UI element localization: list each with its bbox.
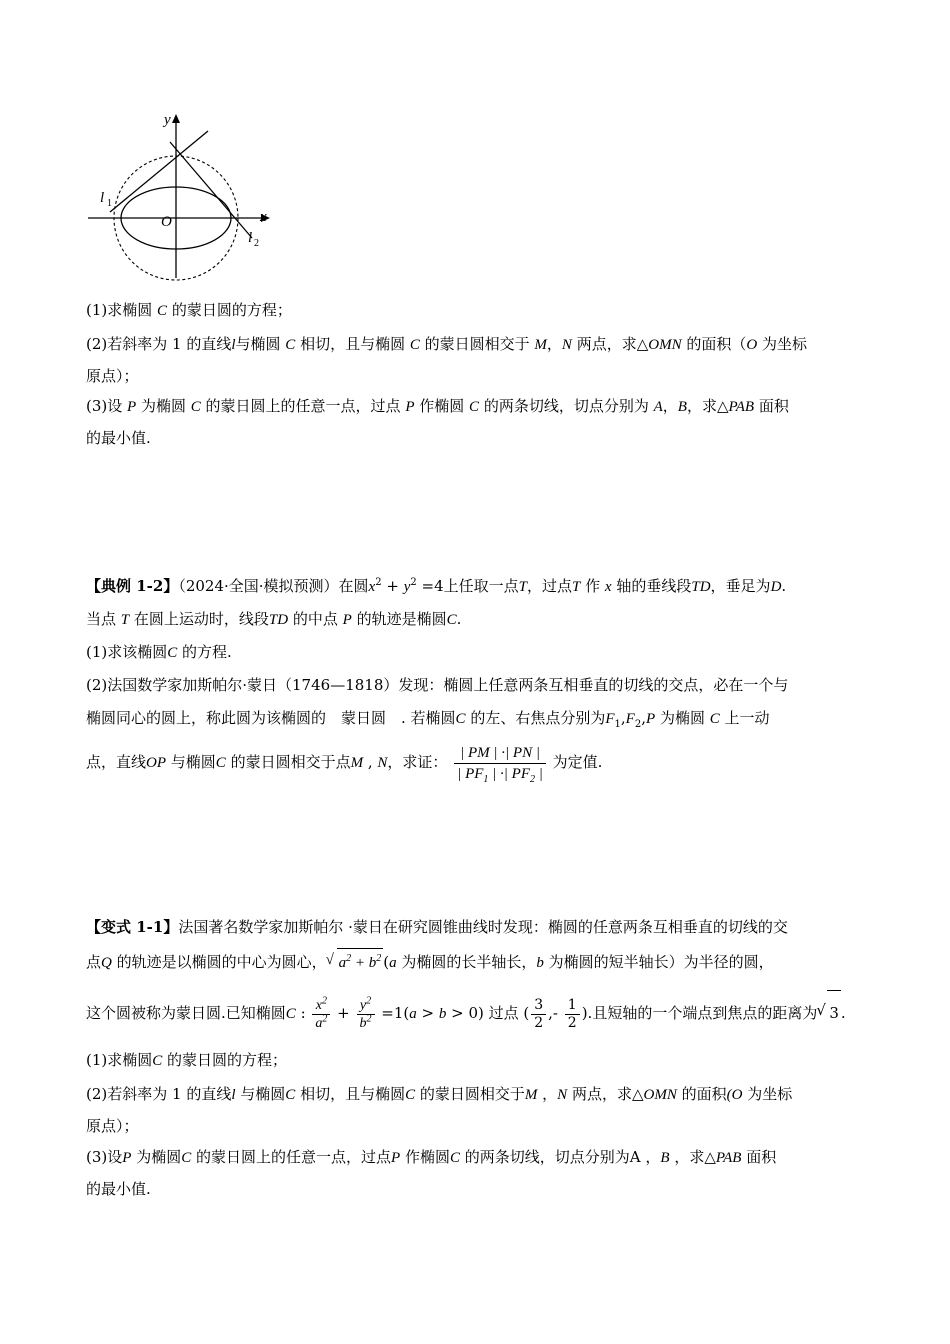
q1-part2-cont: 原点）； — [86, 367, 139, 385]
q1-part3: (3)设 P 为椭圆 C 的蒙日圆上的任意一点，过点 P 作椭圆 C 的两条切线，切点分别为 A，B，求△PAB 面积 — [86, 397, 789, 415]
variation-1-1-part2: (2)若斜率为 1 的直线l 与椭圆C 相切，且与椭圆C 的蒙日圆相交于M ，N 两点，求△OMN 的面积(O 为坐标 — [86, 1085, 793, 1103]
fraction-x2-a2: $\frac{x^2}{a^2}$ — [312, 997, 330, 1032]
l1-subscript: 1 — [107, 198, 112, 209]
tangent-line-l1 — [110, 131, 208, 212]
tangent-line-l2 — [170, 142, 252, 238]
example-1-2-line2: 当点 T 在圆上运动时，线段TD 的中点 P 的轨迹是椭圆C. — [86, 610, 462, 628]
q1-part2: (2)若斜率为 1 的直线l与椭圆 C 相切，且与椭圆 C 的蒙日圆相交于 M，N 两点，求△OMN 的面积（O 为坐标 — [86, 335, 807, 353]
variation-1-1-part2-cont: 原点）； — [86, 1117, 139, 1135]
variation-1-1-line2: 点Q 的轨迹是以椭圆的中心为圆心，√ $a^2 + b^2$ (a 为椭圆的长半轴长，b 为椭圆的短半轴长）为半径的圆， — [86, 948, 870, 977]
variation-1-1-line3: 这个圆被称为蒙日圆.已知椭圆C : $\frac{x^2}{a^2}$ + $\frac{y^2}{b^2}$ =1(a > b > 0) 过点 ( $\frac{3}{2}$ ,- $\frac{1}{2}$ ).且短轴的一个端点到焦点的距离为√ 3 . — [86, 990, 870, 1036]
l2-subscript: 2 — [254, 238, 259, 249]
variation-1-1-part3-cont: 的最小值. — [86, 1180, 151, 1198]
example-1-2-tag: 【典例 1-2】 — [86, 577, 179, 595]
l1-label: l — [100, 190, 105, 206]
example-1-2-part2-line2: 椭圆同心的圆上，称此圆为该椭圆的 蒙日圆 . 若椭圆C 的左、右焦点分别为$F_1,F_2,P$ 为椭圆 C 上一动 — [86, 709, 770, 730]
origin-label: O — [161, 214, 172, 230]
variation-1-1-line1: 【变式 1-1】法国著名数学家加斯帕尔 ·蒙日在研究圆锥曲线时发现：椭圆的任意两条互相垂直的切线的交 — [86, 918, 788, 936]
variation-1-1-tag: 【变式 1-1】 — [86, 918, 179, 936]
example-1-2-part2: (2)法国数学家加斯帕尔·蒙日（1746—1818）发现：椭圆上任意两条互相垂直的切线的交点，必在一个与 — [86, 676, 789, 694]
example-1-2-part1: (1)求该椭圆C 的方程. — [86, 643, 232, 661]
fraction-3-2: $\frac{3}{2}$ — [531, 997, 546, 1032]
q1-part1: (1)求椭圆 C 的蒙日圆的方程； — [86, 301, 292, 319]
example-1-2-line1: 【典例 1-2】（2024·全国·模拟预测）在圆$x^2 + y^2 =4$上任取一点T，过点T 作 x 轴的垂线段TD，垂足为D. — [86, 577, 787, 595]
x-axis-label: x — [260, 209, 267, 225]
sqrt-a2-b2: √ $a^2 + b^2$ — [337, 948, 384, 977]
l2-label: l — [248, 230, 253, 246]
sqrt-3: √ 3 — [827, 990, 841, 1035]
ellipse-figure — [86, 108, 286, 283]
fraction-1-2: $\frac{1}{2}$ — [565, 997, 580, 1032]
y-axis-arrow-icon — [172, 114, 180, 123]
variation-1-1-part1: (1)求椭圆C 的蒙日圆的方程； — [86, 1051, 288, 1069]
variation-1-1-part3: (3)设P 为椭圆C 的蒙日圆上的任意一点，过点P 作椭圆C 的两条切线，切点分别为A ，B ，求△PAB 面积 — [86, 1148, 777, 1166]
example-1-2-part2-line3: 点，直线OP 与椭圆C 的蒙日圆相交于点M , N，求证： $\frac{| PM | \cdot| PN |}{| PF_1 | \cdot| PF_2 |}$ 为定值. — [86, 744, 603, 785]
ratio-fraction: $\frac{| PM | \cdot| PN |}{| PF_1 | \cdot| PF_2 |}$ — [454, 743, 546, 784]
y-axis-label: y — [164, 112, 171, 128]
fraction-y2-b2: $\frac{y^2}{b^2}$ — [357, 997, 375, 1032]
q1-part3-cont: 的最小值. — [86, 429, 151, 447]
